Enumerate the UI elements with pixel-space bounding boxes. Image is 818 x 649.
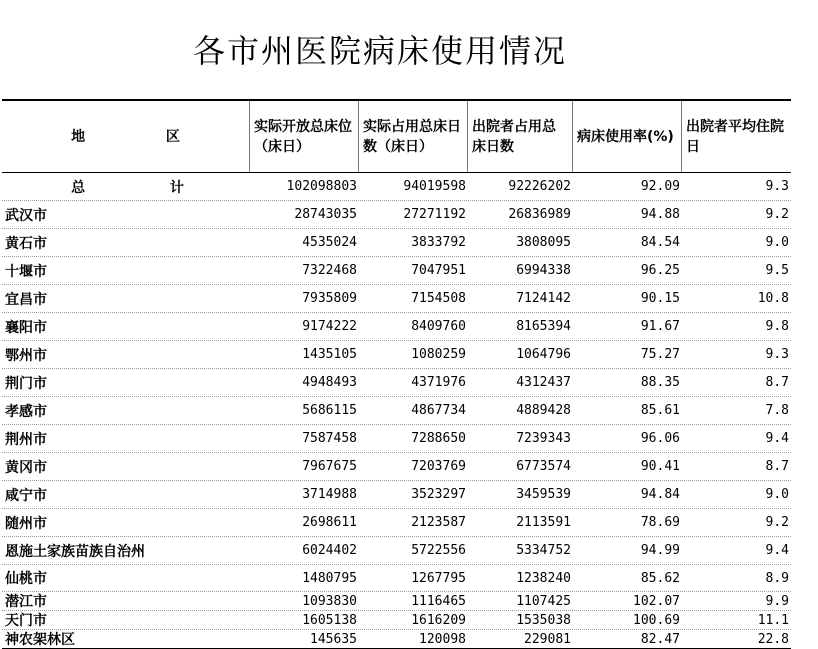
discharged-beds: 4312437	[516, 375, 571, 390]
discharged-beds: 1238240	[516, 570, 571, 586]
table-row	[2, 397, 791, 425]
region-name: 神农架林区	[5, 632, 75, 648]
avg-stay: 8.7	[765, 375, 789, 390]
discharged-beds: 3808095	[516, 235, 571, 250]
occupied-beds: 27271192	[403, 207, 466, 222]
region-name: 鄂州市	[5, 347, 47, 364]
table-row-total	[2, 173, 791, 201]
open-beds: 7322468	[302, 263, 357, 278]
avg-stay: 9.0	[765, 235, 789, 250]
region-name: 襄阳市	[5, 319, 47, 336]
usage-rate: 85.62	[640, 570, 680, 586]
discharged-beds: 7239343	[516, 431, 571, 446]
table-header-row	[2, 101, 791, 173]
usage-rate: 94.88	[640, 207, 680, 222]
occupied-beds: 7047951	[411, 263, 466, 278]
region-name: 黄冈市	[5, 459, 47, 476]
open-beds: 1480795	[302, 570, 357, 586]
open-beds: 1435105	[302, 347, 357, 362]
total-discharged: 92226202	[508, 179, 571, 194]
region-name: 潜江市	[5, 594, 47, 610]
region-name: 天门市	[5, 613, 47, 629]
open-beds: 1605138	[302, 612, 357, 628]
usage-rate: 94.99	[640, 543, 680, 558]
header-avg-stay: 出院者平均住院日	[686, 118, 784, 155]
avg-stay: 8.9	[765, 570, 789, 586]
occupied-beds: 7154508	[411, 291, 466, 306]
discharged-beds: 8165394	[516, 319, 571, 334]
occupied-beds: 7203769	[411, 459, 466, 474]
usage-rate: 102.07	[633, 593, 680, 609]
region-name: 十堰市	[5, 263, 47, 280]
usage-rate: 91.67	[640, 319, 680, 334]
discharged-beds: 5334752	[516, 543, 571, 558]
total-rate: 92.09	[640, 179, 680, 194]
region-name: 荆门市	[5, 375, 47, 392]
occupied-beds: 1616209	[411, 612, 466, 628]
occupied-beds: 5722556	[411, 543, 466, 558]
occupied-beds: 4867734	[411, 403, 466, 418]
open-beds: 7935809	[302, 291, 357, 306]
usage-rate: 100.69	[633, 612, 680, 628]
discharged-beds: 6994338	[516, 263, 571, 278]
occupied-beds: 1116465	[411, 593, 466, 609]
table-row	[2, 630, 791, 649]
region-name: 恩施土家族苗族自治州	[5, 543, 145, 560]
discharged-beds: 6773574	[516, 459, 571, 474]
page-title: 各市州医院病床使用情况	[192, 32, 567, 70]
avg-stay: 9.9	[765, 593, 789, 609]
header-occupied-beds: 实际占用总床日数（床日）	[359, 101, 468, 172]
region-name: 仙桃市	[5, 571, 47, 587]
table-row	[2, 592, 791, 611]
open-beds: 6024402	[302, 543, 357, 558]
table-row	[2, 509, 791, 537]
occupied-beds: 120098	[419, 631, 466, 647]
avg-stay: 9.2	[765, 207, 789, 222]
table-row	[2, 537, 791, 565]
region-name: 随州市	[5, 515, 47, 532]
region-name: 武汉市	[5, 207, 47, 224]
usage-rate: 94.84	[640, 487, 680, 502]
occupied-beds: 1267795	[411, 570, 466, 586]
occupied-beds: 4371976	[411, 375, 466, 390]
discharged-beds: 7124142	[516, 291, 571, 306]
avg-stay: 9.5	[765, 263, 789, 278]
open-beds: 3714988	[302, 487, 357, 502]
usage-rate: 78.69	[640, 515, 680, 530]
usage-rate: 88.35	[640, 375, 680, 390]
table-row	[2, 229, 791, 257]
usage-rate: 90.15	[640, 291, 680, 306]
usage-rate: 90.41	[640, 459, 680, 474]
table-row	[2, 611, 791, 630]
avg-stay: 22.8	[757, 631, 789, 647]
avg-stay: 9.0	[765, 487, 789, 502]
table-row	[2, 285, 791, 313]
total-occupied: 94019598	[403, 179, 466, 194]
discharged-beds: 26836989	[508, 207, 571, 222]
open-beds: 9174222	[302, 319, 357, 334]
discharged-beds: 1107425	[516, 593, 571, 609]
avg-stay: 10.8	[757, 291, 789, 306]
occupied-beds: 8409760	[411, 319, 466, 334]
discharged-beds: 3459539	[516, 487, 571, 502]
usage-rate: 96.25	[640, 263, 680, 278]
occupied-beds: 3833792	[411, 235, 466, 250]
avg-stay: 9.3	[765, 347, 789, 362]
table-row	[2, 481, 791, 509]
table-row	[2, 369, 791, 397]
open-beds: 4535024	[302, 235, 357, 250]
header-open-beds: 实际开放总床位（床日）	[250, 101, 359, 172]
occupied-beds: 1080259	[411, 347, 466, 362]
table-row	[2, 565, 791, 592]
discharged-beds: 229081	[524, 631, 571, 647]
region-name: 宜昌市	[5, 291, 47, 308]
total-label: 总 计	[71, 179, 224, 196]
avg-stay: 8.7	[765, 459, 789, 474]
discharged-beds: 1535038	[516, 612, 571, 628]
region-name: 荆州市	[5, 431, 47, 448]
open-beds: 2698611	[302, 515, 357, 530]
open-beds: 7587458	[302, 431, 357, 446]
avg-stay: 9.8	[765, 319, 789, 334]
open-beds: 1093830	[302, 593, 357, 609]
avg-stay: 9.4	[765, 543, 789, 558]
usage-rate: 82.47	[640, 631, 680, 647]
avg-stay: 11.1	[757, 612, 789, 628]
table-row	[2, 201, 791, 229]
open-beds: 7967675	[302, 459, 357, 474]
table-row	[2, 313, 791, 341]
header-usage-rate: 病床使用率(%)	[573, 101, 682, 172]
occupied-beds: 3523297	[411, 487, 466, 502]
avg-stay: 9.2	[765, 515, 789, 530]
discharged-beds: 2113591	[516, 515, 571, 530]
region-name: 孝感市	[5, 403, 47, 420]
avg-stay: 7.8	[765, 403, 789, 418]
header-region: 地 区	[2, 101, 250, 172]
table-row	[2, 425, 791, 453]
usage-rate: 84.54	[640, 235, 680, 250]
region-name: 黄石市	[5, 235, 47, 252]
open-beds: 28743035	[294, 207, 357, 222]
usage-rate: 96.06	[640, 431, 680, 446]
region-name: 咸宁市	[5, 487, 47, 504]
occupied-beds: 7288650	[411, 431, 466, 446]
bed-usage-table	[2, 99, 791, 649]
open-beds: 145635	[310, 631, 357, 647]
open-beds: 4948493	[302, 375, 357, 390]
usage-rate: 75.27	[640, 347, 680, 362]
total-stay: 9.3	[765, 179, 789, 194]
discharged-beds: 1064796	[516, 347, 571, 362]
header-discharged-beds: 出院者占用总床日数	[468, 101, 573, 172]
table-row	[2, 341, 791, 369]
table-row	[2, 257, 791, 285]
table-row	[2, 453, 791, 481]
occupied-beds: 2123587	[411, 515, 466, 530]
discharged-beds: 4889428	[516, 403, 571, 418]
open-beds: 5686115	[302, 403, 357, 418]
total-open: 102098803	[286, 179, 357, 194]
avg-stay: 9.4	[765, 431, 789, 446]
usage-rate: 85.61	[640, 403, 680, 418]
